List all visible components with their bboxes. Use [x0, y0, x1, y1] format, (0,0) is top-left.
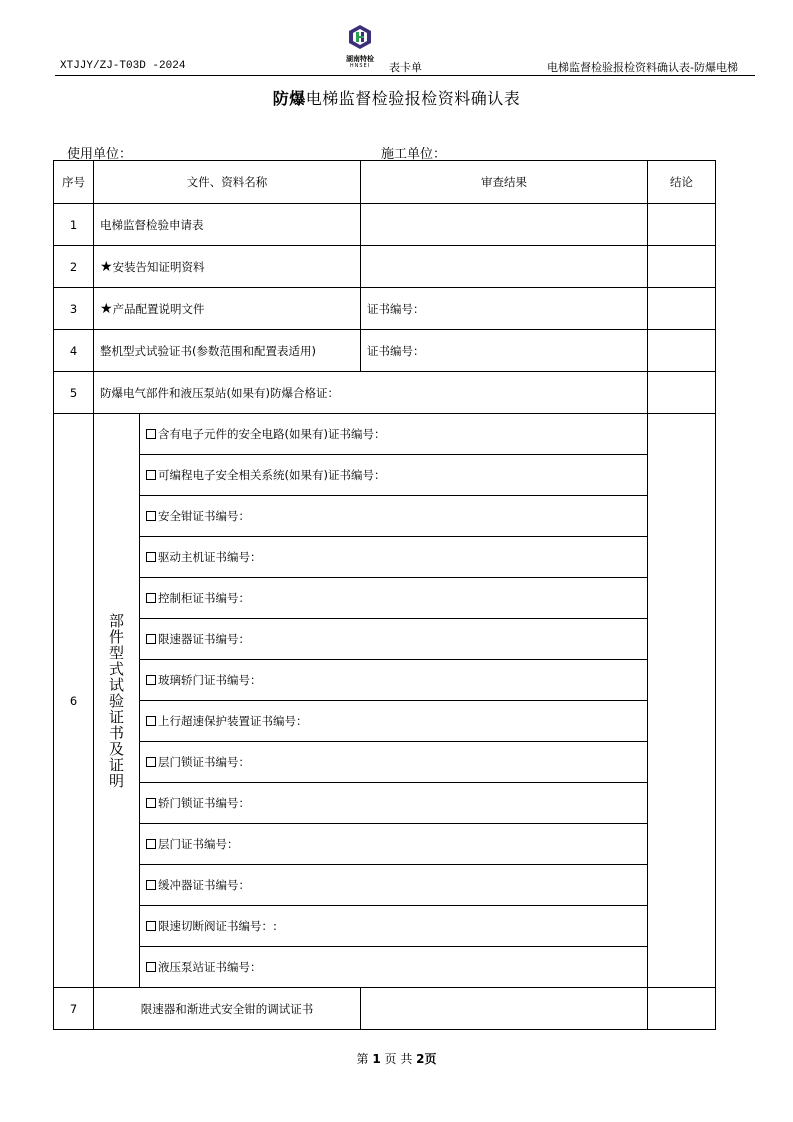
component-cert-item: [140, 742, 648, 783]
item-label: 层门证书编号：: [158, 837, 239, 851]
use-unit-label: 使用单位：: [67, 147, 133, 162]
row-seq: 7: [54, 988, 94, 1030]
checkbox-icon: [146, 675, 156, 685]
component-cert-item: [140, 947, 648, 988]
row-name: 防爆电气部件和液压泵站(如果有)防爆合格证：: [94, 372, 648, 414]
table-row: [54, 783, 716, 824]
row-result: 证书编号：: [361, 330, 648, 372]
item-label: 限速器证书编号：: [158, 632, 250, 646]
item-label: 可编程电子安全相关系统(如果有)证书编号：: [158, 468, 386, 482]
item-label: 液压泵站证书编号：: [158, 960, 262, 974]
checkbox-icon: [146, 839, 156, 849]
item-label: 安全钳证书编号：: [158, 509, 250, 523]
checkbox-icon: [146, 880, 156, 890]
footer-mid: 页 共: [384, 1052, 413, 1066]
item-label: 缓冲器证书编号：: [158, 878, 250, 892]
table-row: [54, 537, 716, 578]
table-row: [54, 330, 716, 372]
row-conclusion: [648, 988, 716, 1030]
component-cert-item: [140, 701, 648, 742]
document-kind: 表卡单: [389, 61, 422, 74]
row-result: 证书编号：: [361, 288, 648, 330]
hnsei-logo-icon: [347, 24, 373, 50]
footer-prefix: 第: [356, 1052, 369, 1066]
table-row: [54, 742, 716, 783]
construction-unit-label: 施工单位：: [381, 147, 447, 162]
star-icon: ★: [100, 300, 113, 317]
component-cert-item: [140, 455, 648, 496]
confirmation-table: [53, 160, 716, 1030]
table-row: [54, 701, 716, 742]
checkbox-icon: [146, 470, 156, 480]
table-row: [54, 372, 716, 414]
component-cert-item: [140, 906, 648, 947]
document-code: XTJJY/ZJ-T03D -2024: [60, 60, 186, 72]
component-cert-item: [140, 537, 648, 578]
row6-group-label: 部件型式试验证书及证明: [107, 612, 125, 789]
component-cert-item: [140, 660, 648, 701]
table-row: [54, 906, 716, 947]
table-row: [54, 246, 716, 288]
table-row: [54, 660, 716, 701]
checkbox-icon: [146, 511, 156, 521]
row-name: 电梯监督检验申请表: [94, 204, 361, 246]
row-name: 限速器和渐进式安全钳的调试证书: [94, 988, 361, 1030]
header-name: 文件、资料名称: [94, 161, 361, 204]
table-row: [54, 865, 716, 906]
table-row: [54, 414, 716, 455]
row-seq: 1: [54, 204, 94, 246]
checkbox-icon: [146, 921, 156, 931]
page-title: [0, 86, 793, 109]
header-divider: [55, 75, 755, 76]
header-result: 审查结果: [361, 161, 648, 204]
row-conclusion: [648, 204, 716, 246]
logo-subtext: HNSEI: [349, 63, 371, 69]
total-pages: 2: [416, 1052, 425, 1066]
row-seq: 5: [54, 372, 94, 414]
item-label: 上行超速保护装置证书编号：: [158, 714, 308, 728]
row-seq: 2: [54, 246, 94, 288]
table-row: [54, 578, 716, 619]
row-name-cell: [94, 246, 361, 288]
table-row: [54, 947, 716, 988]
footer-suffix: 页: [424, 1052, 437, 1066]
checkbox-icon: [146, 962, 156, 972]
table-row: [54, 824, 716, 865]
row-name-cell: [94, 288, 361, 330]
table-row: [54, 619, 716, 660]
item-label: 含有电子元件的安全电路(如果有)证书编号：: [158, 427, 386, 441]
row-name: 产品配置说明文件: [112, 301, 205, 316]
row-conclusion: [648, 330, 716, 372]
component-cert-item: [140, 783, 648, 824]
item-label: 玻璃轿门证书编号：: [158, 673, 262, 687]
row-conclusion: [648, 246, 716, 288]
item-label: 控制柜证书编号：: [158, 591, 250, 605]
item-label: 限速切断阀证书编号：:: [158, 919, 277, 933]
component-cert-item: [140, 824, 648, 865]
checkbox-icon: [146, 593, 156, 603]
checkbox-icon: [146, 552, 156, 562]
row-conclusion: [648, 288, 716, 330]
component-cert-item: [140, 865, 648, 906]
header-conclusion: 结论: [648, 161, 716, 204]
table-row: [54, 288, 716, 330]
row-result: [361, 246, 648, 288]
item-label: 层门锁证书编号：: [158, 755, 250, 769]
checkbox-icon: [146, 757, 156, 767]
row-seq: 4: [54, 330, 94, 372]
component-cert-item: [140, 578, 648, 619]
table-row: [54, 455, 716, 496]
checkbox-icon: [146, 716, 156, 726]
title-bold: 防爆: [272, 89, 306, 108]
table-header-row: [54, 161, 716, 204]
page-number: [0, 1050, 793, 1067]
component-cert-item: [140, 619, 648, 660]
component-cert-item: [140, 414, 648, 455]
item-label: 轿门锁证书编号：: [158, 796, 250, 810]
checkbox-icon: [146, 429, 156, 439]
row-result: [361, 204, 648, 246]
star-icon: ★: [100, 258, 113, 275]
header-seq: 序号: [54, 161, 94, 204]
row-conclusion: [648, 372, 716, 414]
row-result: [361, 988, 648, 1030]
logo-text: 湖南特检: [346, 55, 374, 63]
table-row: [54, 988, 716, 1030]
row-name: 整机型式试验证书(参数范围和配置表适用): [94, 330, 361, 372]
title-rest: 电梯监督检验报检资料确认表: [305, 89, 521, 108]
row6-conclusion: [648, 414, 716, 988]
item-label: 驱动主机证书编号：: [158, 550, 262, 564]
row6-group-cell: [94, 414, 140, 988]
row6-seq: 6: [54, 414, 94, 988]
checkbox-icon: [146, 634, 156, 644]
row-seq: 3: [54, 288, 94, 330]
table-row: [54, 496, 716, 537]
company-logo: [340, 24, 380, 69]
document-name: 电梯监督检验报检资料确认表-防爆电梯: [547, 61, 738, 74]
table-row: [54, 204, 716, 246]
current-page: 1: [372, 1052, 381, 1066]
checkbox-icon: [146, 798, 156, 808]
component-cert-item: [140, 496, 648, 537]
row-name: 安装告知证明资料: [112, 259, 205, 274]
